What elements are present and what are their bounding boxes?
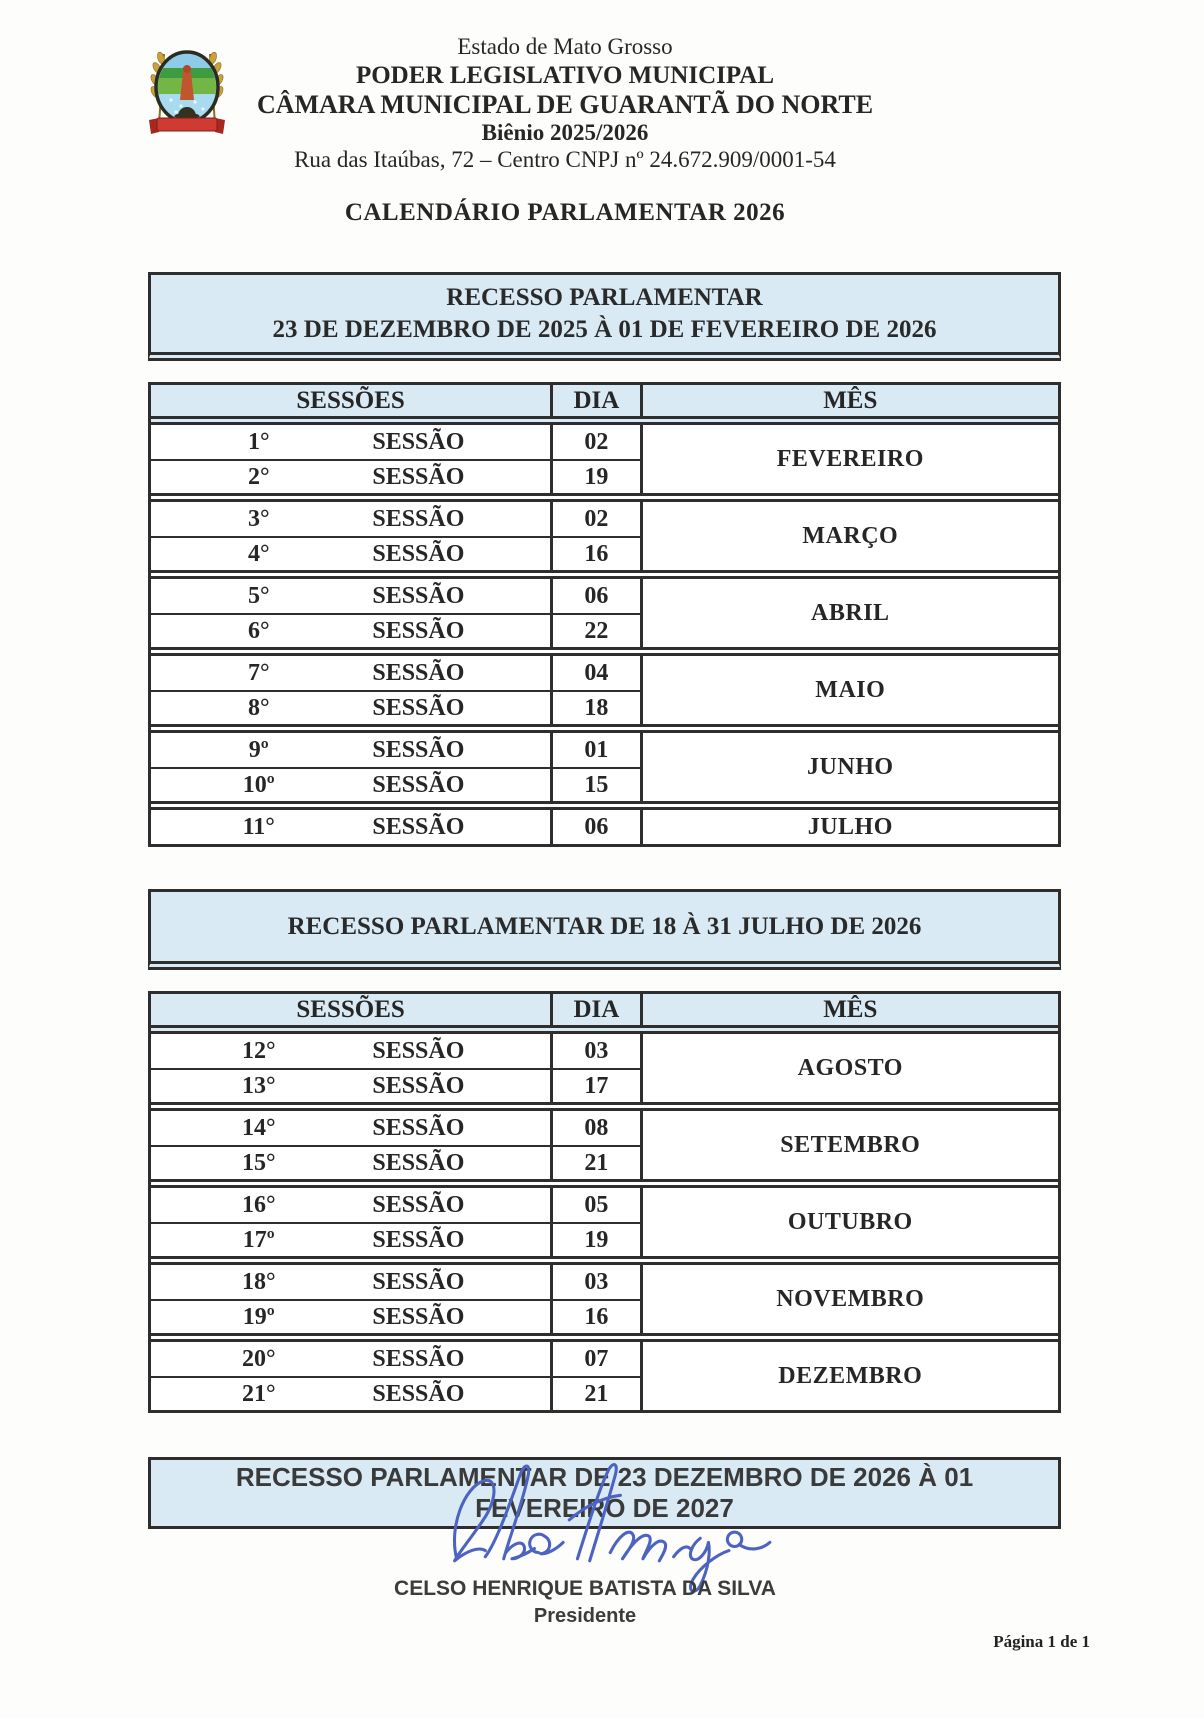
session-ordinal: 15°	[241, 1149, 276, 1176]
month-group-rows	[151, 1034, 643, 1102]
day-cell: 01	[553, 733, 642, 767]
session-row	[151, 1342, 643, 1376]
session-word: SESSÃO	[372, 771, 465, 798]
month-group-rows	[151, 733, 643, 801]
session-word: SESSÃO	[372, 1303, 465, 1330]
month-group	[151, 1333, 1058, 1410]
month-group-rows	[151, 425, 643, 493]
table-body	[151, 425, 1058, 844]
session-word: SESSÃO	[372, 428, 465, 455]
session-ordinal: 17º	[242, 1226, 275, 1253]
session-row	[151, 1145, 643, 1179]
session-word: SESSÃO	[372, 1114, 465, 1141]
session-ordinal: 8°	[247, 694, 270, 721]
session-word: SESSÃO	[372, 659, 465, 686]
session-row	[151, 1111, 643, 1145]
day-cell: 19	[553, 1224, 642, 1256]
month-group-rows	[151, 656, 643, 724]
session-word: SESSÃO	[372, 694, 465, 721]
session-word: SESSÃO	[372, 617, 465, 644]
session-word: SESSÃO	[372, 505, 465, 532]
session-row	[151, 1265, 643, 1299]
session-cell	[151, 1034, 553, 1068]
session-cell	[151, 692, 553, 724]
month-cell: DEZEMBRO	[778, 1362, 923, 1389]
month-cell: NOVEMBRO	[776, 1285, 925, 1312]
column-header-sessions: SESSÕES	[151, 385, 553, 416]
month-group	[151, 570, 1058, 647]
session-ordinal: 6°	[247, 617, 270, 644]
month-group	[151, 724, 1058, 801]
session-row	[151, 1299, 643, 1333]
letterhead-power: PODER LEGISLATIVO MUNICIPAL	[355, 61, 775, 89]
day-cell: 21	[553, 1378, 642, 1410]
recess-banner-1-line1: RECESSO PARLAMENTAR	[446, 284, 763, 311]
day-cell: 04	[553, 656, 642, 690]
session-word: SESSÃO	[372, 1345, 465, 1372]
day-cell: 03	[553, 1034, 642, 1068]
column-header-day: DIA	[553, 994, 642, 1025]
month-group-rows	[151, 1111, 643, 1179]
session-cell	[151, 538, 553, 570]
session-word: SESSÃO	[372, 1380, 465, 1407]
day-cell: 05	[553, 1188, 642, 1222]
letterhead	[0, 34, 1130, 173]
signer-name: CELSO HENRIQUE BATISTA DA SILVA	[394, 1577, 776, 1600]
session-row	[151, 1068, 643, 1102]
column-header-month: MÊS	[823, 995, 878, 1023]
day-cell: 06	[553, 810, 642, 844]
session-cell	[151, 1265, 553, 1299]
session-word: SESSÃO	[372, 1037, 465, 1064]
session-row	[151, 690, 643, 724]
session-cell	[151, 1224, 553, 1256]
day-cell: 18	[553, 692, 642, 724]
session-ordinal: 14°	[241, 1114, 276, 1141]
month-cell: SETEMBRO	[780, 1131, 921, 1158]
month-cell: ABRIL	[811, 599, 890, 626]
session-row	[151, 767, 643, 801]
session-row	[151, 1222, 643, 1256]
signer-title: Presidente	[533, 1605, 637, 1627]
day-cell: 08	[553, 1111, 642, 1145]
session-cell	[151, 425, 553, 459]
table-body	[151, 1034, 1058, 1410]
month-group	[151, 647, 1058, 724]
session-row	[151, 502, 643, 536]
letterhead-biennium: Biênio 2025/2026	[481, 119, 649, 145]
table-header-row	[151, 385, 1058, 425]
month-group-rows	[151, 1188, 643, 1256]
table-header-row	[151, 994, 1058, 1034]
session-row	[151, 459, 643, 493]
day-cell: 19	[553, 461, 642, 493]
recess-banner-2-line1: RECESSO PARLAMENTAR DE 18 À 31 JULHO DE 2026	[287, 913, 922, 940]
session-word: SESSÃO	[372, 813, 465, 840]
session-ordinal: 4°	[247, 540, 270, 567]
day-cell: 15	[553, 769, 642, 801]
recess-banner-1-line2: 23 DE DEZEMBRO DE 2025 À 01 DE FEVEREIRO DE 2026	[272, 316, 937, 343]
column-header-month: MÊS	[823, 386, 878, 414]
session-row	[151, 579, 643, 613]
session-cell	[151, 733, 553, 767]
day-cell: 16	[553, 538, 642, 570]
session-cell	[151, 579, 553, 613]
month-group	[151, 425, 1058, 493]
day-cell: 06	[553, 579, 642, 613]
session-ordinal: 5°	[247, 582, 270, 609]
session-ordinal: 16°	[241, 1191, 276, 1218]
session-row	[151, 613, 643, 647]
session-row	[151, 425, 643, 459]
session-word: SESSÃO	[372, 1072, 465, 1099]
session-cell	[151, 502, 553, 536]
recess-banner-3-line1: RECESSO PARLAMENTAR DE 23 DEZEMBRO DE 2026 À 01	[235, 1462, 974, 1492]
session-ordinal: 12°	[241, 1037, 276, 1064]
session-word: SESSÃO	[372, 463, 465, 490]
month-group-rows	[151, 810, 643, 844]
month-cell: MARÇO	[802, 522, 899, 549]
session-row	[151, 733, 643, 767]
session-ordinal: 2°	[247, 463, 270, 490]
recess-banner-1	[148, 272, 1061, 361]
session-ordinal: 13°	[241, 1072, 276, 1099]
session-ordinal: 10º	[242, 771, 275, 798]
session-cell	[151, 1188, 553, 1222]
month-cell: JUNHO	[807, 753, 894, 780]
session-ordinal: 21°	[241, 1380, 276, 1407]
letterhead-chamber: CÂMARA MUNICIPAL DE GUARANTÃ DO NORTE	[256, 89, 874, 119]
session-row	[151, 536, 643, 570]
day-cell: 16	[553, 1301, 642, 1333]
session-cell	[151, 1070, 553, 1102]
session-ordinal: 1°	[247, 428, 270, 455]
session-cell	[151, 615, 553, 647]
session-ordinal: 9º	[248, 736, 269, 763]
month-group	[151, 1034, 1058, 1102]
month-group-rows	[151, 502, 643, 570]
day-cell: 07	[553, 1342, 642, 1376]
session-row	[151, 1034, 643, 1068]
session-ordinal: 20°	[241, 1345, 276, 1372]
session-word: SESSÃO	[372, 540, 465, 567]
month-group-rows	[151, 1265, 643, 1333]
session-word: SESSÃO	[372, 736, 465, 763]
month-cell: FEVEREIRO	[776, 445, 924, 472]
session-cell	[151, 1301, 553, 1333]
session-cell	[151, 461, 553, 493]
session-row	[151, 656, 643, 690]
session-cell	[151, 1147, 553, 1179]
month-group	[151, 1179, 1058, 1256]
month-group-rows	[151, 1342, 643, 1410]
session-table-second-semester	[148, 991, 1061, 1413]
session-word: SESSÃO	[372, 1226, 465, 1253]
session-cell	[151, 810, 553, 844]
month-group	[151, 1256, 1058, 1333]
day-cell: 02	[553, 502, 642, 536]
session-row	[151, 810, 643, 844]
session-row	[151, 1376, 643, 1410]
session-table-first-semester	[148, 382, 1061, 847]
column-header-day: DIA	[553, 385, 642, 416]
session-cell	[151, 1342, 553, 1376]
month-group	[151, 493, 1058, 570]
day-cell: 03	[553, 1265, 642, 1299]
column-header-sessions: SESSÕES	[151, 994, 553, 1025]
session-ordinal: 19º	[242, 1303, 275, 1330]
month-cell: AGOSTO	[797, 1054, 903, 1081]
month-group-rows	[151, 579, 643, 647]
month-cell: OUTUBRO	[787, 1208, 913, 1235]
page-number: Página 1 de 1	[993, 1632, 1090, 1651]
session-cell	[151, 769, 553, 801]
page-title: CALENDÁRIO PARLAMENTAR 2026	[344, 199, 786, 226]
session-word: SESSÃO	[372, 1191, 465, 1218]
recess-banner-3-line2: FEVEREIRO DE 2027	[475, 1492, 734, 1523]
letterhead-address: Rua das Itaúbas, 72 – Centro CNPJ nº 24.672.909/0001-54	[294, 146, 836, 172]
day-cell: 21	[553, 1147, 642, 1179]
day-cell: 17	[553, 1070, 642, 1102]
session-cell	[151, 1378, 553, 1410]
session-ordinal: 11°	[242, 813, 275, 840]
day-cell: 22	[553, 615, 642, 647]
session-cell	[151, 656, 553, 690]
session-word: SESSÃO	[372, 582, 465, 609]
letterhead-state: Estado de Mato Grosso	[457, 34, 673, 59]
month-cell: MAIO	[815, 676, 886, 703]
session-ordinal: 18°	[241, 1268, 276, 1295]
session-word: SESSÃO	[372, 1149, 465, 1176]
session-cell	[151, 1111, 553, 1145]
session-ordinal: 3°	[247, 505, 270, 532]
session-word: SESSÃO	[372, 1268, 465, 1295]
month-cell: JULHO	[807, 813, 893, 840]
month-group	[151, 801, 1058, 844]
session-ordinal: 7°	[247, 659, 270, 686]
recess-banner-2	[148, 889, 1061, 970]
session-row	[151, 1188, 643, 1222]
month-group	[151, 1102, 1058, 1179]
day-cell: 02	[553, 425, 642, 459]
